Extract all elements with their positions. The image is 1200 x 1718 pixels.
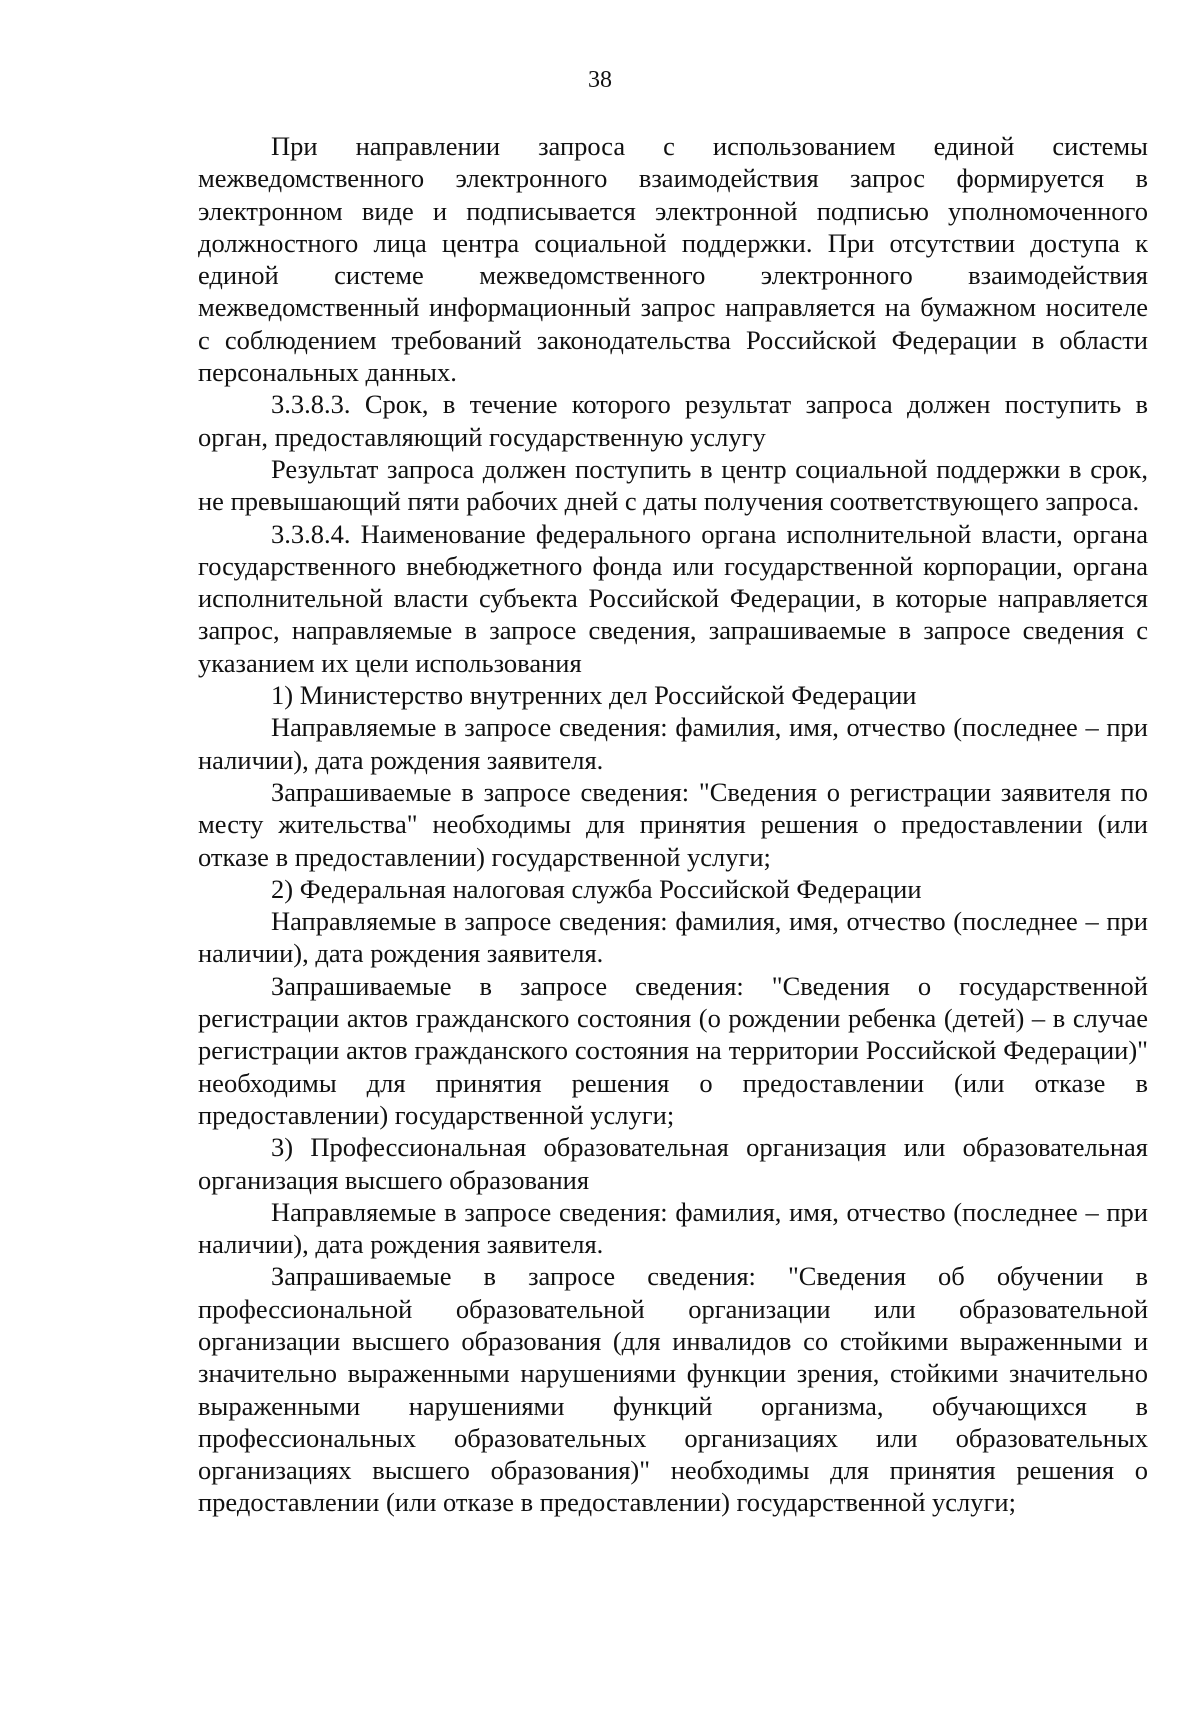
paragraph-fns-requested-data: Запрашиваемые в запросе сведения: "Сведения о государственной регистрации актов гражданского состояния (о рождении ребенка (детей) – в случае регистрации актов гражданского состояния на территории Российской Федерации)" необходимы для принятия решения о предоставлении (или отказе в предоставлении) государственной услуги; xyxy=(198,970,1148,1130)
paragraph-fns-sent-data: Направляемые в запросе сведения: фамилия, имя, отчество (последнее – при наличии), дата рождения заявителя. xyxy=(198,906,1148,969)
paragraph-mvd-requested-data: Запрашиваемые в запросе сведения: "Сведения о регистрации заявителя по месту жительства" необходимы для принятия решения о предоставлении (или отказе в предоставлении) государственной услуги; xyxy=(198,776,1148,872)
section-heading-3-3-8-4: 3.3.8.4. Наименование федерального органа исполнительной власти, органа государственного внебюджетного фонда или государственной корпорации, органа исполнительной власти субъекта Российской Федерации, в которые направляется запрос, направляемые в запросе сведения, запрашиваемые в запросе сведения с указанием их цели использования xyxy=(198,518,1148,678)
list-item-education-org: 3) Профессиональная образовательная организация или образовательная организация высшего образования xyxy=(198,1132,1148,1195)
section-heading-3-3-8-3: 3.3.8.3. Срок, в течение которого результат запроса должен поступить в орган, предоставляющий государственную услугу xyxy=(198,389,1148,452)
list-item-fns: 2) Федеральная налоговая служба Российской Федерации xyxy=(271,873,922,904)
list-item-mvd: 1) Министерство внутренних дел Российской Федерации xyxy=(271,680,917,711)
paragraph-request-delivery: При направлении запроса с использованием единой системы межведомственного электронного взаимодействия запрос формируется в электронном виде и подписывается электронной подписью уполномоченного должностного лица центра социальной поддержки. При отсутствии доступа к единой системе межведомственного электронного взаимодействия межведомственный информационный запрос направляется на бумажном носителе с соблюдением требований законодательства Российской Федерации в области персональных данных. xyxy=(198,131,1148,388)
paragraph-education-requested-data: Запрашиваемые в запросе сведения: "Сведения об обучении в профессиональной образовательной организации или образовательной организации высшего образования (для инвалидов со стойкими выраженными и значительно выраженными нарушениями функции зрения, стойкими значительно выраженными нарушениями функций организма, обучающихся в профессиональных образовательных организациях или образовательных организациях высшего образования)" необходимы для принятия решения о предоставлении (или отказе в предоставлении) государственной услуги; xyxy=(198,1261,1148,1518)
page-number: 38 xyxy=(588,67,612,93)
paragraph-education-sent-data: Направляемые в запросе сведения: фамилия, имя, отчество (последнее – при наличии), дата рождения заявителя. xyxy=(198,1196,1148,1260)
paragraph-response-deadline: Результат запроса должен поступить в центр социальной поддержки в срок, не превышающий пяти рабочих дней с даты получения соответствующего запроса. xyxy=(198,453,1148,517)
paragraph-mvd-sent-data: Направляемые в запросе сведения: фамилия, имя, отчество (последнее – при наличии), дата рождения заявителя. xyxy=(198,712,1148,775)
document-body xyxy=(198,130,1148,1519)
